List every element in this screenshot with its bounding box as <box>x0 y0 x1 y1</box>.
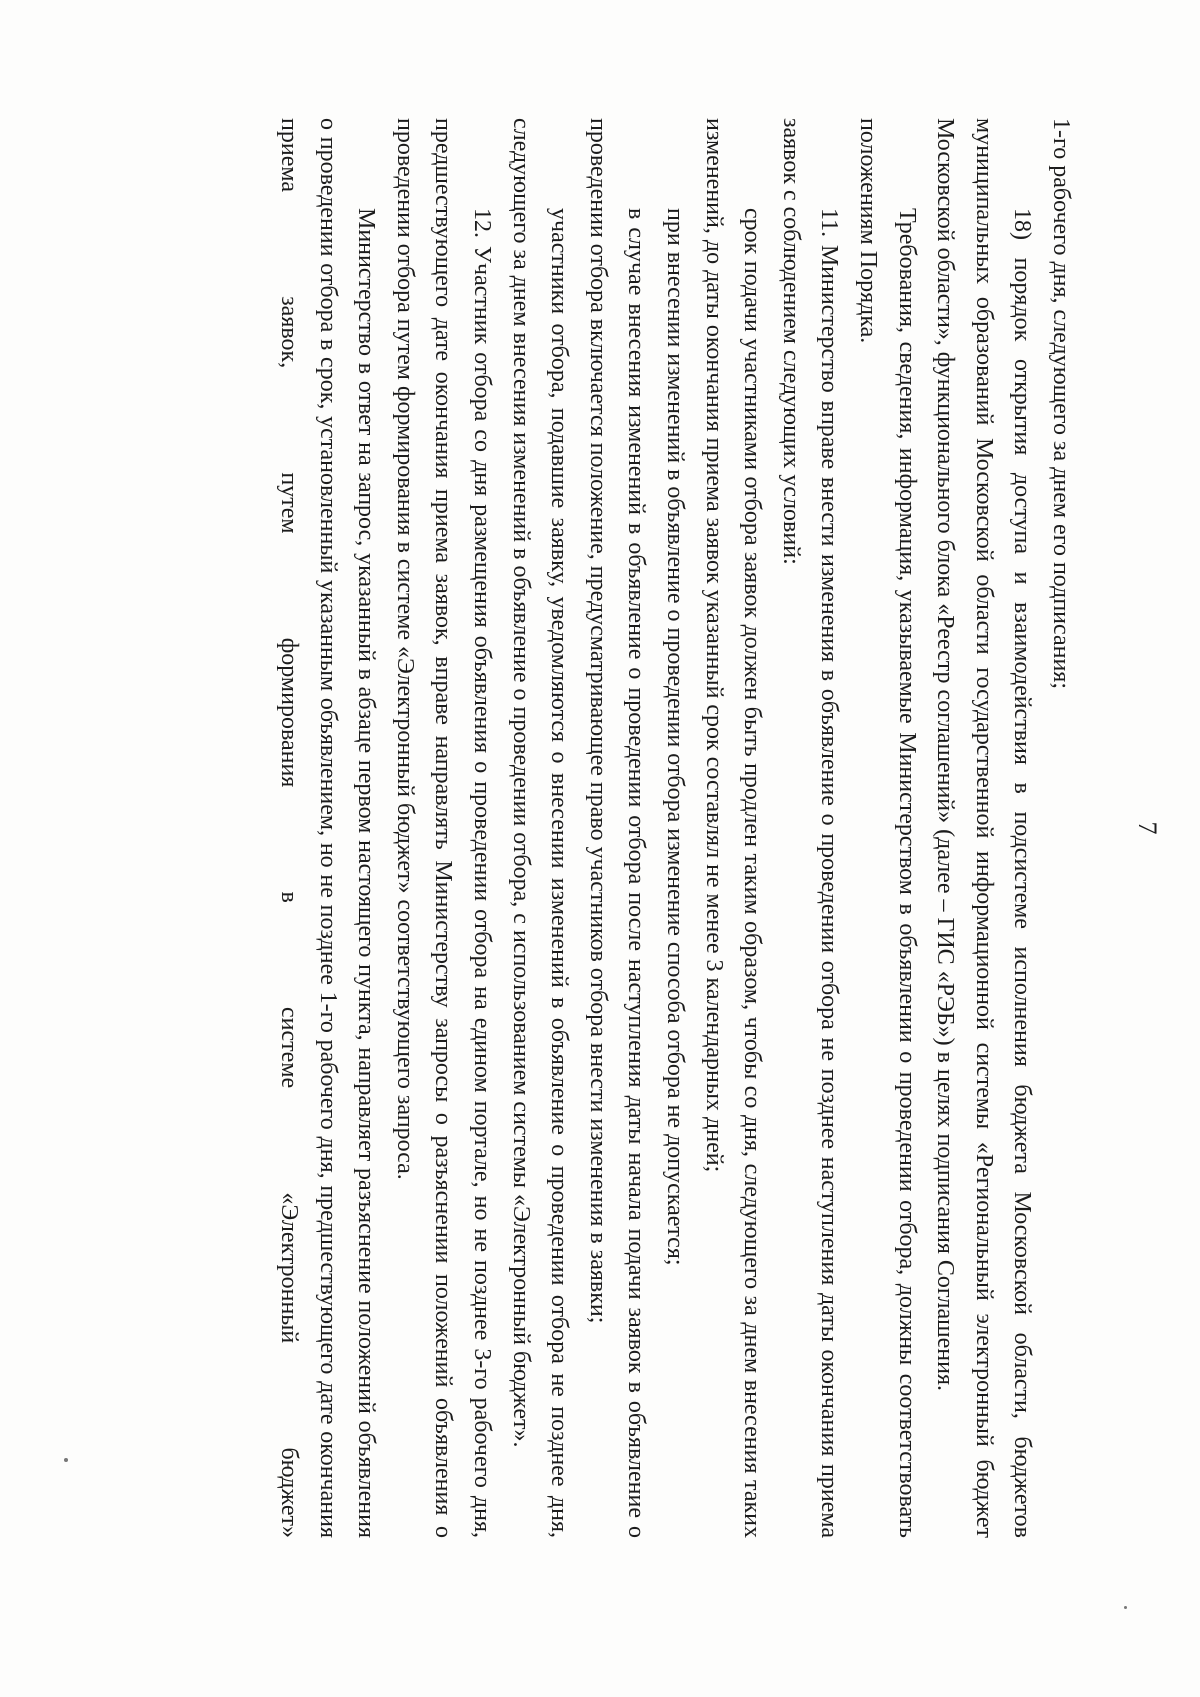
paragraph: 12. Участник отбора со дня размещения объявления о проведении отбора на едином портале, но не позднее 3-го рабочего дня, предшествующего дате окончания приема заявок, вправе направлять Министерству запросы о разъяснении положений объявления о проведении отбора путем формирования в системе «Электронный бюджет» соответствующего запроса. <box>391 118 496 1538</box>
paragraph: участники отбора, подавшие заявку, уведомляются о внесении изменений в объявление о проведении отбора не позднее дня, следующего за днем внесения изменений в объявление о проведении отбора, с использованием системы «Электронный бюджет». <box>507 118 573 1538</box>
scan-speck <box>64 1458 68 1462</box>
paragraph: при внесении изменений в объявление о проведении отбора изменение способа отбора не допускается; <box>662 208 689 1266</box>
paragraph: 18) порядок открытия доступа и взаимодействия в подсистеме исполнения бюджета Московской области, бюджетов муниципальных образований Московской области государственной информационной системы «Региональный электронный бюджет Московской области», функционального блока «Реестр соглашений» (далее – ГИС «РЭБ») в целях подписания Соглашения. <box>932 118 1036 1538</box>
paragraph: Министерство в ответ на запрос, указанный в абзаце первом настоящего пункта, направляет разъяснение положений объявления о проведении отбора в срок, установленный указанным объявлением, но не позднее 1-го рабочего дня, предшествующего дате окончания приема заявок, путем формирования в системе «Электронный бюджет» <box>276 118 380 1538</box>
paragraph: в случае внесения изменений в объявление о проведении отбора после наступления даты начала подачи заявок в объявление о проведении отбора включается положение, предусматривающее право участников отбора внести изменения в заявки; <box>584 118 650 1538</box>
paragraph: 11. Министерство вправе внести изменения в объявление о проведении отбора не позднее наступления даты окончания приема заявок с соблюдением следующих условий: <box>777 118 843 1538</box>
scan-speck <box>1124 1606 1127 1609</box>
paragraph: Требования, сведения, информация, указываемые Министерством в объявлении о проведении отбора, должны соответствовать положениям Порядка. <box>855 118 920 1538</box>
document-body <box>270 118 1080 1538</box>
page-number: 7 <box>1133 821 1162 835</box>
rotated-text-block <box>134 118 1166 1538</box>
paragraph: 1-го рабочего дня, следующего за днем его подписания; <box>1048 118 1074 689</box>
paragraph: срок подачи участниками отбора заявок должен быть продлен таким образом, чтобы со дня, следующего за днем внесения таких изменений, до даты окончания приема заявок указанный срок составлял не менее 3 календарных дней; <box>700 118 766 1538</box>
